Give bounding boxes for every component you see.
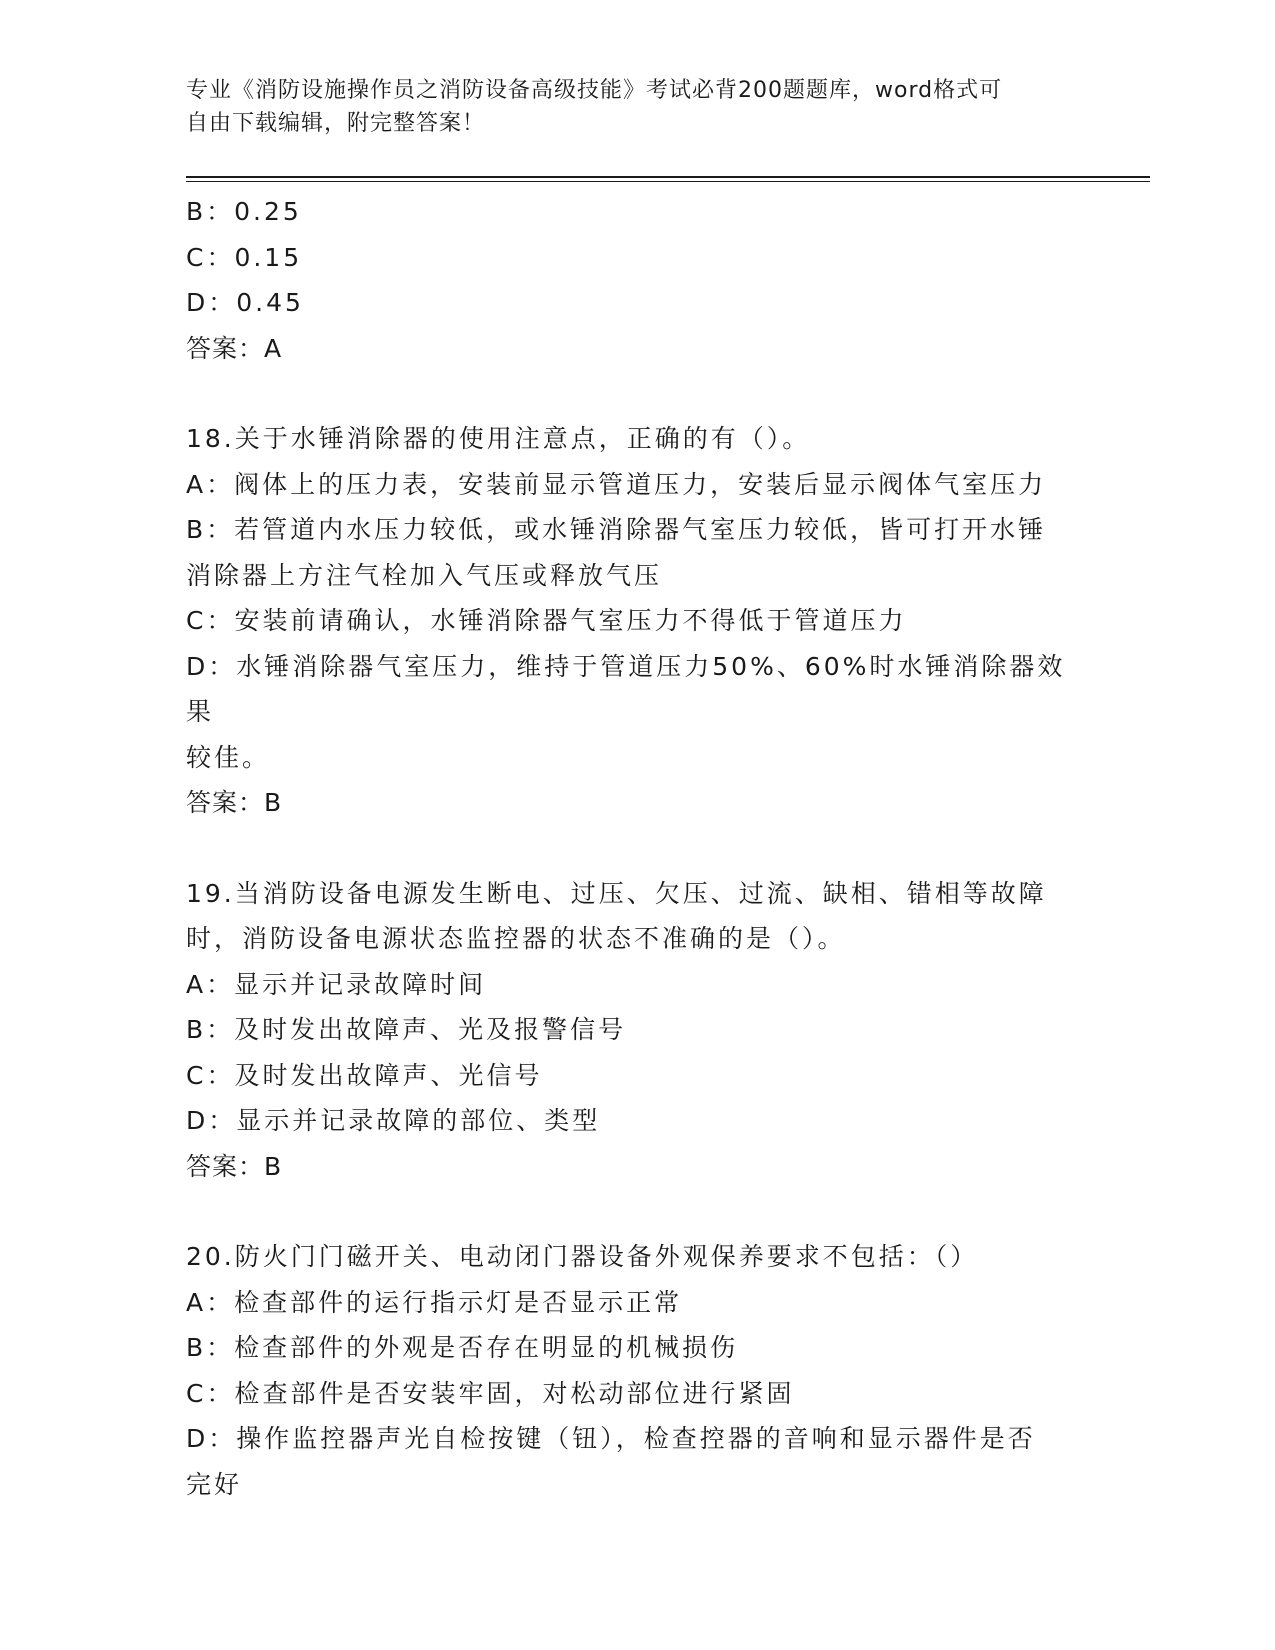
option-line: B：检查部件的外观是否存在明显的机械损伤 bbox=[186, 1333, 739, 1362]
option-line: B：及时发出故障声、光及报警信号 bbox=[186, 1015, 627, 1044]
spacer bbox=[186, 826, 1086, 871]
answer-line: 答案：A bbox=[186, 333, 283, 363]
option-line: D：0.45 bbox=[186, 288, 304, 317]
question-stem: 时，消防设备电源状态监控器的状态不准确的是（）。 bbox=[186, 924, 846, 953]
document-header bbox=[186, 74, 1066, 140]
option-line: D：显示并记录故障的部位、类型 bbox=[186, 1106, 601, 1135]
option-line: D：水锤消除器气室压力，维持于管道压力50%、60%时水锤消除器效果 bbox=[186, 651, 1066, 726]
option-line: B：0.25 bbox=[186, 197, 302, 226]
header-divider-thick bbox=[186, 176, 1150, 178]
option-line: 较佳。 bbox=[186, 742, 271, 772]
header-line-1: 专业《消防设施操作员之消防设备高级技能》考试必背200题题库，word格式可 bbox=[186, 78, 1003, 103]
header-divider-thin bbox=[186, 181, 1150, 182]
option-line: C：检查部件是否安装牢固，对松动部位进行紧固 bbox=[186, 1378, 795, 1408]
option-line: B：若管道内水压力较低，或水锤消除器气室压力较低，皆可打开水锤 bbox=[186, 515, 1047, 544]
spacer bbox=[186, 371, 1086, 416]
option-line: C：0.15 bbox=[186, 242, 303, 272]
option-line: C：及时发出故障声、光信号 bbox=[186, 1060, 543, 1090]
option-line: A：显示并记录故障时间 bbox=[186, 969, 487, 999]
option-line: C：安装前请确认，水锤消除器气室压力不得低于管道压力 bbox=[186, 606, 907, 635]
option-line: D：操作监控器声光自检按键（钮），检查控器的音响和显示器件是否 bbox=[186, 1424, 1036, 1453]
question-stem: 18.关于水锤消除器的使用注意点，正确的有（）。 bbox=[186, 424, 811, 453]
header-line-2: 自由下载编辑，附完整答案！ bbox=[186, 111, 486, 136]
answer-line: 答案：B bbox=[186, 1151, 283, 1181]
option-line: A：检查部件的运行指示灯是否显示正常 bbox=[186, 1287, 683, 1317]
question-19 bbox=[186, 871, 1086, 1190]
question-18 bbox=[186, 416, 1086, 826]
option-line: 完好 bbox=[186, 1469, 243, 1499]
spacer bbox=[186, 1189, 1086, 1234]
option-line: A：阀体上的压力表，安装前显示管道压力，安装后显示阀体气室压力 bbox=[186, 469, 1047, 499]
previous-question-tail bbox=[186, 189, 1086, 371]
question-stem: 19.当消防设备电源发生断电、过压、欠压、过流、缺相、错相等故障 bbox=[186, 878, 1047, 908]
answer-line: 答案：B bbox=[186, 788, 283, 817]
question-content bbox=[186, 189, 1086, 1507]
question-stem: 20.防火门门磁开关、电动闭门器设备外观保养要求不包括：（） bbox=[186, 1242, 979, 1271]
question-20 bbox=[186, 1234, 1086, 1507]
option-line: 消除器上方注气栓加入气压或释放气压 bbox=[186, 560, 663, 590]
